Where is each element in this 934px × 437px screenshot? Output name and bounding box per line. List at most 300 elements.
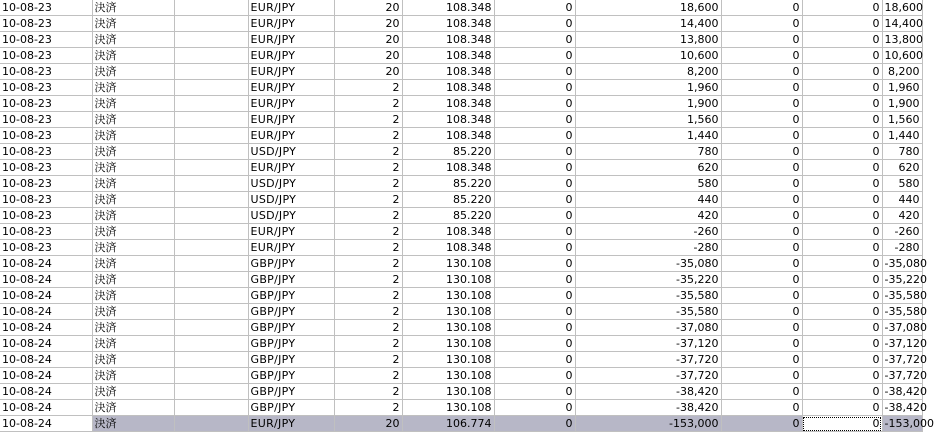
cell-rate[interactable]: 130.108 — [402, 272, 494, 288]
cell-lots[interactable]: 2 — [334, 304, 402, 320]
cell-date[interactable]: 10-08-23 — [0, 224, 92, 240]
cell-pair[interactable]: EUR/JPY — [248, 32, 334, 48]
cell-rate[interactable]: 85.220 — [402, 208, 494, 224]
cell-rate[interactable]: 108.348 — [402, 64, 494, 80]
cell-c2[interactable]: 0 — [721, 304, 802, 320]
cell-date[interactable]: 10-08-23 — [0, 144, 92, 160]
cell-total[interactable]: 440 — [882, 192, 922, 208]
cell-profit[interactable]: -35,580 — [575, 304, 721, 320]
cell-date[interactable]: 10-08-23 — [0, 128, 92, 144]
cell-pair[interactable]: GBP/JPY — [248, 256, 334, 272]
cell-pair[interactable]: GBP/JPY — [248, 400, 334, 416]
cell-empty[interactable] — [174, 256, 248, 272]
cell-pair[interactable]: GBP/JPY — [248, 352, 334, 368]
cell-pair[interactable]: EUR/JPY — [248, 416, 334, 432]
cell-rate[interactable]: 108.348 — [402, 0, 494, 16]
cell-c3[interactable]: 0 — [802, 224, 882, 240]
cell-c2[interactable]: 0 — [721, 352, 802, 368]
cell-rate[interactable]: 130.108 — [402, 304, 494, 320]
cell-type[interactable]: 決済 — [92, 160, 174, 176]
cell-type[interactable]: 決済 — [92, 48, 174, 64]
cell-c2[interactable]: 0 — [721, 272, 802, 288]
cell-c1[interactable]: 0 — [494, 288, 575, 304]
cell-type[interactable]: 決済 — [92, 272, 174, 288]
cell-empty[interactable] — [174, 416, 248, 432]
cell-c3[interactable]: 0 — [802, 192, 882, 208]
cell-date[interactable]: 10-08-24 — [0, 336, 92, 352]
cell-profit[interactable]: -35,080 — [575, 256, 721, 272]
cell-profit[interactable]: 780 — [575, 144, 721, 160]
cell-profit[interactable]: 440 — [575, 192, 721, 208]
cell-date[interactable]: 10-08-23 — [0, 0, 92, 16]
cell-lots[interactable]: 2 — [334, 80, 402, 96]
cell-lots[interactable]: 2 — [334, 400, 402, 416]
cell-type[interactable]: 決済 — [92, 368, 174, 384]
cell-empty[interactable] — [174, 144, 248, 160]
cell-empty[interactable] — [174, 208, 248, 224]
cell-type[interactable]: 決済 — [92, 112, 174, 128]
cell-c3[interactable]: 0 — [802, 144, 882, 160]
cell-rate[interactable]: 108.348 — [402, 112, 494, 128]
cell-lots[interactable]: 2 — [334, 224, 402, 240]
cell-c1[interactable]: 0 — [494, 336, 575, 352]
cell-type[interactable]: 決済 — [92, 336, 174, 352]
cell-c2[interactable]: 0 — [721, 16, 802, 32]
cell-date[interactable]: 10-08-23 — [0, 64, 92, 80]
cell-c3[interactable]: 0 — [802, 128, 882, 144]
cell-rate[interactable]: 130.108 — [402, 320, 494, 336]
cell-lots[interactable]: 2 — [334, 288, 402, 304]
cell-rate[interactable]: 108.348 — [402, 48, 494, 64]
cell-c3[interactable]: 0 — [802, 160, 882, 176]
cell-rate[interactable]: 108.348 — [402, 128, 494, 144]
cell-c1[interactable]: 0 — [494, 32, 575, 48]
cell-date[interactable]: 10-08-23 — [0, 192, 92, 208]
cell-c2[interactable]: 0 — [721, 32, 802, 48]
cell-pair[interactable]: GBP/JPY — [248, 304, 334, 320]
cell-date[interactable]: 10-08-24 — [0, 304, 92, 320]
cell-c2[interactable]: 0 — [721, 256, 802, 272]
cell-c2[interactable]: 0 — [721, 208, 802, 224]
cell-profit[interactable]: -38,420 — [575, 400, 721, 416]
cell-lots[interactable]: 2 — [334, 208, 402, 224]
cell-profit[interactable]: 14,400 — [575, 16, 721, 32]
cell-type[interactable]: 決済 — [92, 192, 174, 208]
cell-total[interactable]: 580 — [882, 176, 922, 192]
cell-date[interactable]: 10-08-24 — [0, 288, 92, 304]
cell-profit[interactable]: 420 — [575, 208, 721, 224]
cell-date[interactable]: 10-08-23 — [0, 80, 92, 96]
cell-type[interactable]: 決済 — [92, 384, 174, 400]
cell-c2[interactable]: 0 — [721, 112, 802, 128]
cell-rate[interactable]: 130.108 — [402, 288, 494, 304]
cell-type[interactable]: 決済 — [92, 64, 174, 80]
cell-empty[interactable] — [174, 160, 248, 176]
cell-lots[interactable]: 2 — [334, 112, 402, 128]
cell-c3[interactable]: 0 — [802, 320, 882, 336]
cell-type[interactable]: 決済 — [92, 0, 174, 16]
cell-type[interactable]: 決済 — [92, 256, 174, 272]
cell-c1[interactable]: 0 — [494, 416, 575, 432]
cell-total[interactable]: 1,560 — [882, 112, 922, 128]
cell-lots[interactable]: 2 — [334, 176, 402, 192]
cell-total[interactable]: 1,960 — [882, 80, 922, 96]
cell-profit[interactable]: 13,800 — [575, 32, 721, 48]
cell-profit[interactable]: -35,580 — [575, 288, 721, 304]
cell-total[interactable]: 620 — [882, 160, 922, 176]
cell-profit[interactable]: 10,600 — [575, 48, 721, 64]
cell-c1[interactable]: 0 — [494, 128, 575, 144]
cell-c3[interactable]: 0 — [802, 400, 882, 416]
cell-lots[interactable]: 20 — [334, 48, 402, 64]
cell-c3[interactable]: 0 — [802, 384, 882, 400]
cell-c3[interactable]: 0 — [802, 176, 882, 192]
cell-empty[interactable] — [174, 400, 248, 416]
cell-c1[interactable]: 0 — [494, 240, 575, 256]
cell-type[interactable]: 決済 — [92, 288, 174, 304]
cell-total[interactable]: 420 — [882, 208, 922, 224]
cell-lots[interactable]: 20 — [334, 64, 402, 80]
cell-profit[interactable]: 580 — [575, 176, 721, 192]
cell-lots[interactable]: 2 — [334, 368, 402, 384]
cell-empty[interactable] — [174, 240, 248, 256]
cell-rate[interactable]: 108.348 — [402, 32, 494, 48]
cell-type[interactable]: 決済 — [92, 208, 174, 224]
cell-pair[interactable]: EUR/JPY — [248, 96, 334, 112]
cell-total[interactable]: -37,120 — [882, 336, 922, 352]
cell-c2[interactable]: 0 — [721, 80, 802, 96]
cell-total[interactable]: 780 — [882, 144, 922, 160]
cell-type[interactable]: 決済 — [92, 224, 174, 240]
cell-empty[interactable] — [174, 368, 248, 384]
cell-pair[interactable]: EUR/JPY — [248, 80, 334, 96]
cell-pair[interactable]: EUR/JPY — [248, 16, 334, 32]
cell-c2[interactable]: 0 — [721, 64, 802, 80]
cell-type[interactable]: 決済 — [92, 320, 174, 336]
cell-pair[interactable]: GBP/JPY — [248, 368, 334, 384]
cell-c3[interactable]: 0 — [802, 208, 882, 224]
cell-rate[interactable]: 130.108 — [402, 336, 494, 352]
cell-empty[interactable] — [174, 272, 248, 288]
cell-c3[interactable]: 0 — [802, 0, 882, 16]
cell-total[interactable]: -280 — [882, 240, 922, 256]
cell-date[interactable]: 10-08-24 — [0, 416, 92, 432]
cell-date[interactable]: 10-08-24 — [0, 352, 92, 368]
cell-pair[interactable]: USD/JPY — [248, 192, 334, 208]
cell-c1[interactable]: 0 — [494, 192, 575, 208]
cell-rate[interactable]: 108.348 — [402, 96, 494, 112]
cell-type[interactable]: 決済 — [92, 304, 174, 320]
cell-c2[interactable]: 0 — [721, 176, 802, 192]
table-row — [0, 128, 922, 144]
cell-profit[interactable]: 18,600 — [575, 0, 721, 16]
cell-pair[interactable]: EUR/JPY — [248, 240, 334, 256]
cell-pair[interactable]: GBP/JPY — [248, 384, 334, 400]
cell-type[interactable]: 決済 — [92, 144, 174, 160]
cell-c1[interactable]: 0 — [494, 256, 575, 272]
cell-c3[interactable]: 0 — [802, 336, 882, 352]
cell-c2[interactable]: 0 — [721, 48, 802, 64]
cell-rate[interactable]: 108.348 — [402, 160, 494, 176]
cell-total[interactable]: -38,420 — [882, 400, 922, 416]
cell-lots[interactable]: 2 — [334, 192, 402, 208]
cell-c3[interactable]: 0 — [802, 256, 882, 272]
table-row — [0, 256, 922, 272]
cell-empty[interactable] — [174, 128, 248, 144]
cell-lots[interactable]: 2 — [334, 336, 402, 352]
cell-profit[interactable]: -153,000 — [575, 416, 721, 432]
cell-pair[interactable]: USD/JPY — [248, 144, 334, 160]
cell-total[interactable]: -153,000 — [882, 416, 922, 432]
cell-empty[interactable] — [174, 32, 248, 48]
cell-c3[interactable]: 0 — [802, 96, 882, 112]
cell-c1[interactable]: 0 — [494, 352, 575, 368]
cell-pair[interactable]: GBP/JPY — [248, 272, 334, 288]
cell-empty[interactable] — [174, 64, 248, 80]
cell-c3[interactable]: 0 — [802, 368, 882, 384]
cell-total[interactable]: -37,720 — [882, 368, 922, 384]
cell-empty[interactable] — [174, 192, 248, 208]
cell-c1[interactable]: 0 — [494, 48, 575, 64]
cell-profit[interactable]: 1,560 — [575, 112, 721, 128]
cell-c1[interactable]: 0 — [494, 208, 575, 224]
cell-total[interactable]: 8,200 — [882, 64, 922, 80]
cell-date[interactable]: 10-08-24 — [0, 320, 92, 336]
cell-profit[interactable]: -260 — [575, 224, 721, 240]
cell-c1[interactable]: 0 — [494, 144, 575, 160]
cell-c3[interactable]: 0 — [802, 288, 882, 304]
cell-lots[interactable]: 2 — [334, 384, 402, 400]
cell-c3[interactable]: 0 — [802, 304, 882, 320]
cell-lots[interactable]: 20 — [334, 0, 402, 16]
cell-date[interactable]: 10-08-24 — [0, 368, 92, 384]
cell-lots[interactable]: 2 — [334, 256, 402, 272]
cell-type[interactable]: 決済 — [92, 352, 174, 368]
cell-date[interactable]: 10-08-24 — [0, 400, 92, 416]
cell-c2[interactable]: 0 — [721, 336, 802, 352]
cell-lots[interactable]: 2 — [334, 272, 402, 288]
cell-c2[interactable]: 0 — [721, 240, 802, 256]
cell-empty[interactable] — [174, 0, 248, 16]
cell-date[interactable]: 10-08-23 — [0, 16, 92, 32]
cell-lots[interactable]: 2 — [334, 240, 402, 256]
cell-total[interactable]: 1,440 — [882, 128, 922, 144]
cell-profit[interactable]: -37,120 — [575, 336, 721, 352]
cell-type[interactable]: 決済 — [92, 32, 174, 48]
cell-rate[interactable]: 130.108 — [402, 256, 494, 272]
cell-c1[interactable]: 0 — [494, 320, 575, 336]
cell-pair[interactable]: EUR/JPY — [248, 64, 334, 80]
cell-c2[interactable]: 0 — [721, 320, 802, 336]
cell-total[interactable]: 13,800 — [882, 32, 922, 48]
cell-rate[interactable]: 108.348 — [402, 224, 494, 240]
cell-rate[interactable]: 130.108 — [402, 400, 494, 416]
cell-total[interactable]: 1,900 — [882, 96, 922, 112]
cell-date[interactable]: 10-08-23 — [0, 176, 92, 192]
cell-c3[interactable]: 0 — [802, 272, 882, 288]
cell-pair[interactable]: EUR/JPY — [248, 48, 334, 64]
cell-rate[interactable]: 85.220 — [402, 176, 494, 192]
cell-c2[interactable]: 0 — [721, 224, 802, 240]
cell-lots[interactable]: 20 — [334, 16, 402, 32]
cell-rate[interactable]: 85.220 — [402, 192, 494, 208]
cell-type[interactable]: 決済 — [92, 176, 174, 192]
cell-c1[interactable]: 0 — [494, 160, 575, 176]
cell-profit[interactable]: 1,960 — [575, 80, 721, 96]
cell-c1[interactable]: 0 — [494, 304, 575, 320]
cell-date[interactable]: 10-08-23 — [0, 96, 92, 112]
cell-rate[interactable]: 130.108 — [402, 384, 494, 400]
cell-c3[interactable]: 0 — [802, 80, 882, 96]
cell-empty[interactable] — [174, 96, 248, 112]
cell-total[interactable]: -35,080 — [882, 256, 922, 272]
cell-empty[interactable] — [174, 48, 248, 64]
cell-rate[interactable]: 130.108 — [402, 368, 494, 384]
cell-total[interactable]: 10,600 — [882, 48, 922, 64]
cell-pair[interactable]: EUR/JPY — [248, 128, 334, 144]
cell-profit[interactable]: -35,220 — [575, 272, 721, 288]
cell-c1[interactable]: 0 — [494, 384, 575, 400]
cell-rate[interactable]: 108.348 — [402, 240, 494, 256]
cell-date[interactable]: 10-08-24 — [0, 384, 92, 400]
cell-type[interactable]: 決済 — [92, 240, 174, 256]
cell-profit[interactable]: -37,720 — [575, 352, 721, 368]
cell-c2[interactable]: 0 — [721, 400, 802, 416]
cell-rate[interactable]: 106.774 — [402, 416, 494, 432]
cell-profit[interactable]: 8,200 — [575, 64, 721, 80]
cell-c1[interactable]: 0 — [494, 176, 575, 192]
cell-type[interactable]: 決済 — [92, 400, 174, 416]
cell-c1[interactable]: 0 — [494, 64, 575, 80]
cell-profit[interactable]: 620 — [575, 160, 721, 176]
cell-type[interactable]: 決済 — [92, 96, 174, 112]
cell-c1[interactable]: 0 — [494, 112, 575, 128]
cell-c1[interactable]: 0 — [494, 80, 575, 96]
cell-total[interactable]: -35,580 — [882, 288, 922, 304]
cell-date[interactable]: 10-08-23 — [0, 48, 92, 64]
cell-empty[interactable] — [174, 320, 248, 336]
cell-c2[interactable]: 0 — [721, 288, 802, 304]
cell-c3[interactable]: 0 — [802, 16, 882, 32]
cell-c3[interactable]: 0 — [802, 240, 882, 256]
cell-lots[interactable]: 2 — [334, 128, 402, 144]
cell-date[interactable]: 10-08-23 — [0, 240, 92, 256]
cell-c2[interactable]: 0 — [721, 0, 802, 16]
cell-profit[interactable]: -38,420 — [575, 384, 721, 400]
cell-total[interactable]: -35,580 — [882, 304, 922, 320]
cell-lots[interactable]: 2 — [334, 352, 402, 368]
cell-profit[interactable]: -280 — [575, 240, 721, 256]
cell-date[interactable]: 10-08-24 — [0, 272, 92, 288]
cell-c1[interactable]: 0 — [494, 400, 575, 416]
cell-c3[interactable]: 0 — [802, 32, 882, 48]
cell-c3[interactable]: 0 — [802, 352, 882, 368]
cell-empty[interactable] — [174, 224, 248, 240]
cell-lots[interactable]: 2 — [334, 320, 402, 336]
cell-c3[interactable]: 0 — [802, 416, 882, 432]
cell-profit[interactable]: 1,440 — [575, 128, 721, 144]
cell-rate[interactable]: 108.348 — [402, 80, 494, 96]
cell-rate[interactable]: 130.108 — [402, 352, 494, 368]
cell-total[interactable]: -37,080 — [882, 320, 922, 336]
cell-total[interactable]: -38,420 — [882, 384, 922, 400]
cell-empty[interactable] — [174, 288, 248, 304]
cell-c1[interactable]: 0 — [494, 16, 575, 32]
cell-pair[interactable]: USD/JPY — [248, 176, 334, 192]
cell-empty[interactable] — [174, 80, 248, 96]
cell-c2[interactable]: 0 — [721, 160, 802, 176]
cell-type[interactable]: 決済 — [92, 416, 174, 432]
cell-c1[interactable]: 0 — [494, 0, 575, 16]
cell-empty[interactable] — [174, 384, 248, 400]
cell-type[interactable]: 決済 — [92, 128, 174, 144]
cell-c3[interactable]: 0 — [802, 64, 882, 80]
cell-lots[interactable]: 2 — [334, 160, 402, 176]
cell-pair[interactable]: EUR/JPY — [248, 0, 334, 16]
cell-profit[interactable]: -37,080 — [575, 320, 721, 336]
cell-c2[interactable]: 0 — [721, 192, 802, 208]
cell-total[interactable]: -35,220 — [882, 272, 922, 288]
cell-c3[interactable]: 0 — [802, 48, 882, 64]
cell-total[interactable]: 14,400 — [882, 16, 922, 32]
cell-rate[interactable]: 85.220 — [402, 144, 494, 160]
cell-lots[interactable]: 2 — [334, 144, 402, 160]
cell-total[interactable]: 18,600 — [882, 0, 922, 16]
cell-c2[interactable]: 0 — [721, 416, 802, 432]
cell-type[interactable]: 決済 — [92, 80, 174, 96]
cell-c2[interactable]: 0 — [721, 128, 802, 144]
cell-profit[interactable]: -37,720 — [575, 368, 721, 384]
cell-pair[interactable]: EUR/JPY — [248, 112, 334, 128]
cell-date[interactable]: 10-08-24 — [0, 256, 92, 272]
cell-c2[interactable]: 0 — [721, 368, 802, 384]
cell-pair[interactable]: GBP/JPY — [248, 288, 334, 304]
cell-date[interactable]: 10-08-23 — [0, 112, 92, 128]
cell-pair[interactable]: GBP/JPY — [248, 320, 334, 336]
cell-pair[interactable]: EUR/JPY — [248, 160, 334, 176]
cell-total[interactable]: -37,720 — [882, 352, 922, 368]
cell-empty[interactable] — [174, 352, 248, 368]
cell-c1[interactable]: 0 — [494, 224, 575, 240]
cell-pair[interactable]: GBP/JPY — [248, 336, 334, 352]
cell-pair[interactable]: EUR/JPY — [248, 224, 334, 240]
cell-lots[interactable]: 2 — [334, 96, 402, 112]
cell-pair[interactable]: USD/JPY — [248, 208, 334, 224]
cell-type[interactable]: 決済 — [92, 16, 174, 32]
cell-total[interactable]: -260 — [882, 224, 922, 240]
cell-profit[interactable]: 1,900 — [575, 96, 721, 112]
table-row — [0, 352, 922, 368]
cell-c3[interactable]: 0 — [802, 112, 882, 128]
cell-c1[interactable]: 0 — [494, 368, 575, 384]
cell-empty[interactable] — [174, 112, 248, 128]
cell-empty[interactable] — [174, 16, 248, 32]
cell-date[interactable]: 10-08-23 — [0, 208, 92, 224]
cell-empty[interactable] — [174, 176, 248, 192]
cell-c2[interactable]: 0 — [721, 384, 802, 400]
cell-date[interactable]: 10-08-23 — [0, 160, 92, 176]
cell-c1[interactable]: 0 — [494, 96, 575, 112]
cell-c2[interactable]: 0 — [721, 144, 802, 160]
cell-rate[interactable]: 108.348 — [402, 16, 494, 32]
cell-date[interactable]: 10-08-23 — [0, 32, 92, 48]
cell-c2[interactable]: 0 — [721, 96, 802, 112]
cell-empty[interactable] — [174, 304, 248, 320]
cell-empty[interactable] — [174, 336, 248, 352]
cell-c1[interactable]: 0 — [494, 272, 575, 288]
cell-lots[interactable]: 20 — [334, 416, 402, 432]
cell-lots[interactable]: 20 — [334, 32, 402, 48]
